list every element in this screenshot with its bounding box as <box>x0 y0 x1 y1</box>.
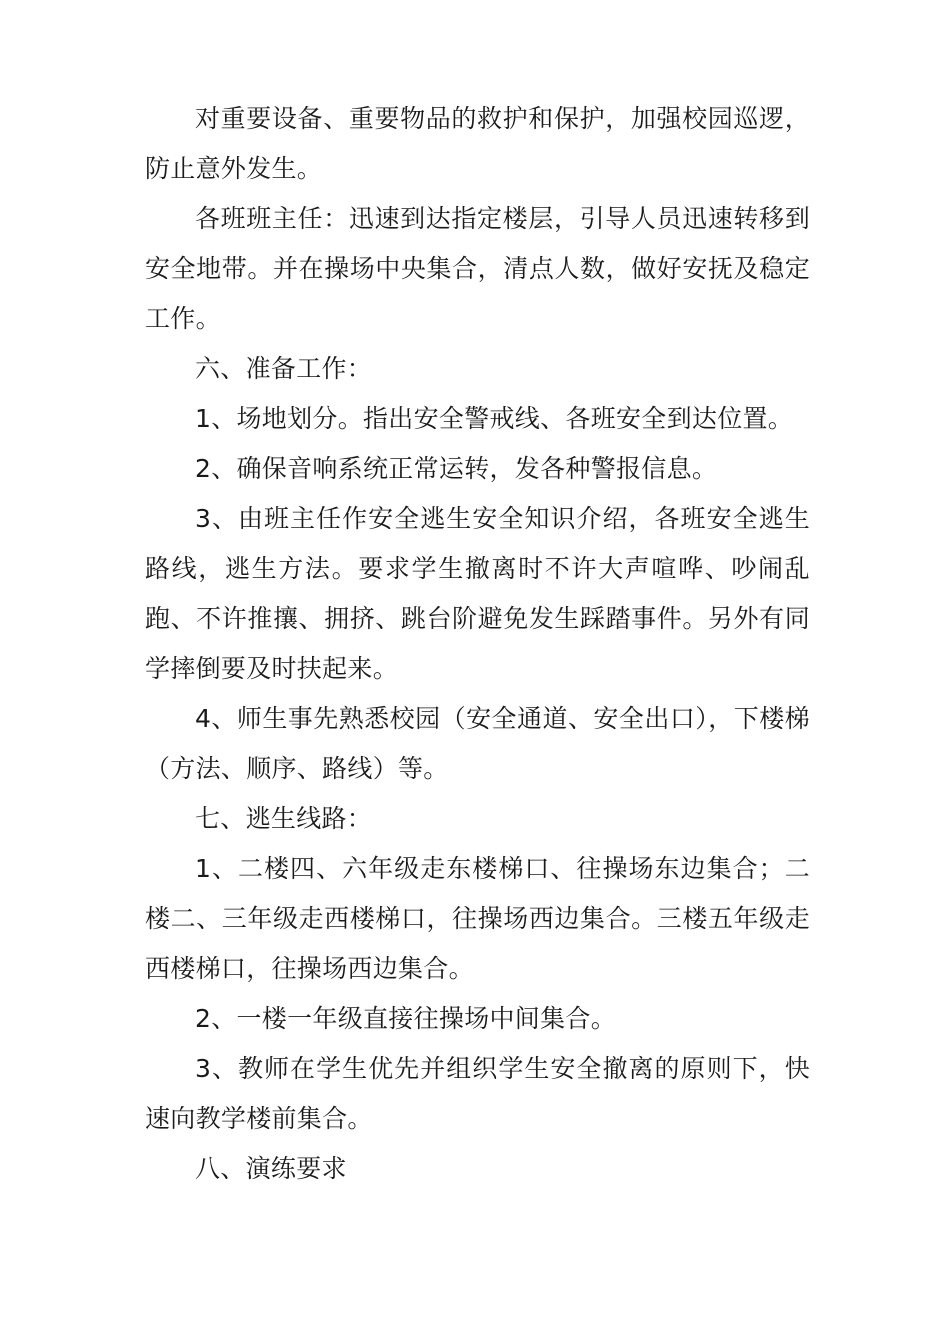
list-item-second-third-floor: 1、二楼四、六年级走东楼梯口、往操场东边集合；二楼二、三年级走西楼梯口，往操场西边集合。三楼五年级走西楼梯口，往操场西边集合。 <box>145 854 810 983</box>
section-heading-drill-requirements: 八、演练要求 <box>195 1154 347 1183</box>
document-body <box>145 94 810 1194</box>
list-item-sound-system: 2、确保音响系统正常运转，发各种警报信息。 <box>195 454 718 483</box>
list-item-site-division: 1、场地划分。指出安全警戒线、各班安全到达位置。 <box>195 404 794 433</box>
list-item-teachers-assemble: 3、教师在学生优先并组织学生安全撤离的原则下，快速向教学楼前集合。 <box>145 1054 810 1133</box>
section-heading-escape-routes: 七、逃生线路： <box>195 804 373 833</box>
paragraph-continuation: 对重要设备、重要物品的救护和保护，加强校园巡逻，防止意外发生。 <box>145 104 810 183</box>
list-item-escape-knowledge: 3、由班主任作安全逃生安全知识介绍，各班安全逃生路线，逃生方法。要求学生撤离时不许大声喧哗、吵闹乱跑、不许推攘、拥挤、跳台阶避免发生踩踏事件。另外有同学摔倒要及时扶起来。 <box>145 504 810 683</box>
paragraph-class-teachers: 各班班主任：迅速到达指定楼层，引导人员迅速转移到安全地带。并在操场中央集合，清点人数，做好安抚及稳定工作。 <box>145 204 810 333</box>
list-item-familiarize-campus: 4、师生事先熟悉校园（安全通道、安全出口），下楼梯（方法、顺序、路线）等。 <box>145 704 810 783</box>
section-heading-preparation: 六、准备工作： <box>195 354 373 383</box>
list-item-first-floor: 2、一楼一年级直接往操场中间集合。 <box>195 1004 617 1033</box>
